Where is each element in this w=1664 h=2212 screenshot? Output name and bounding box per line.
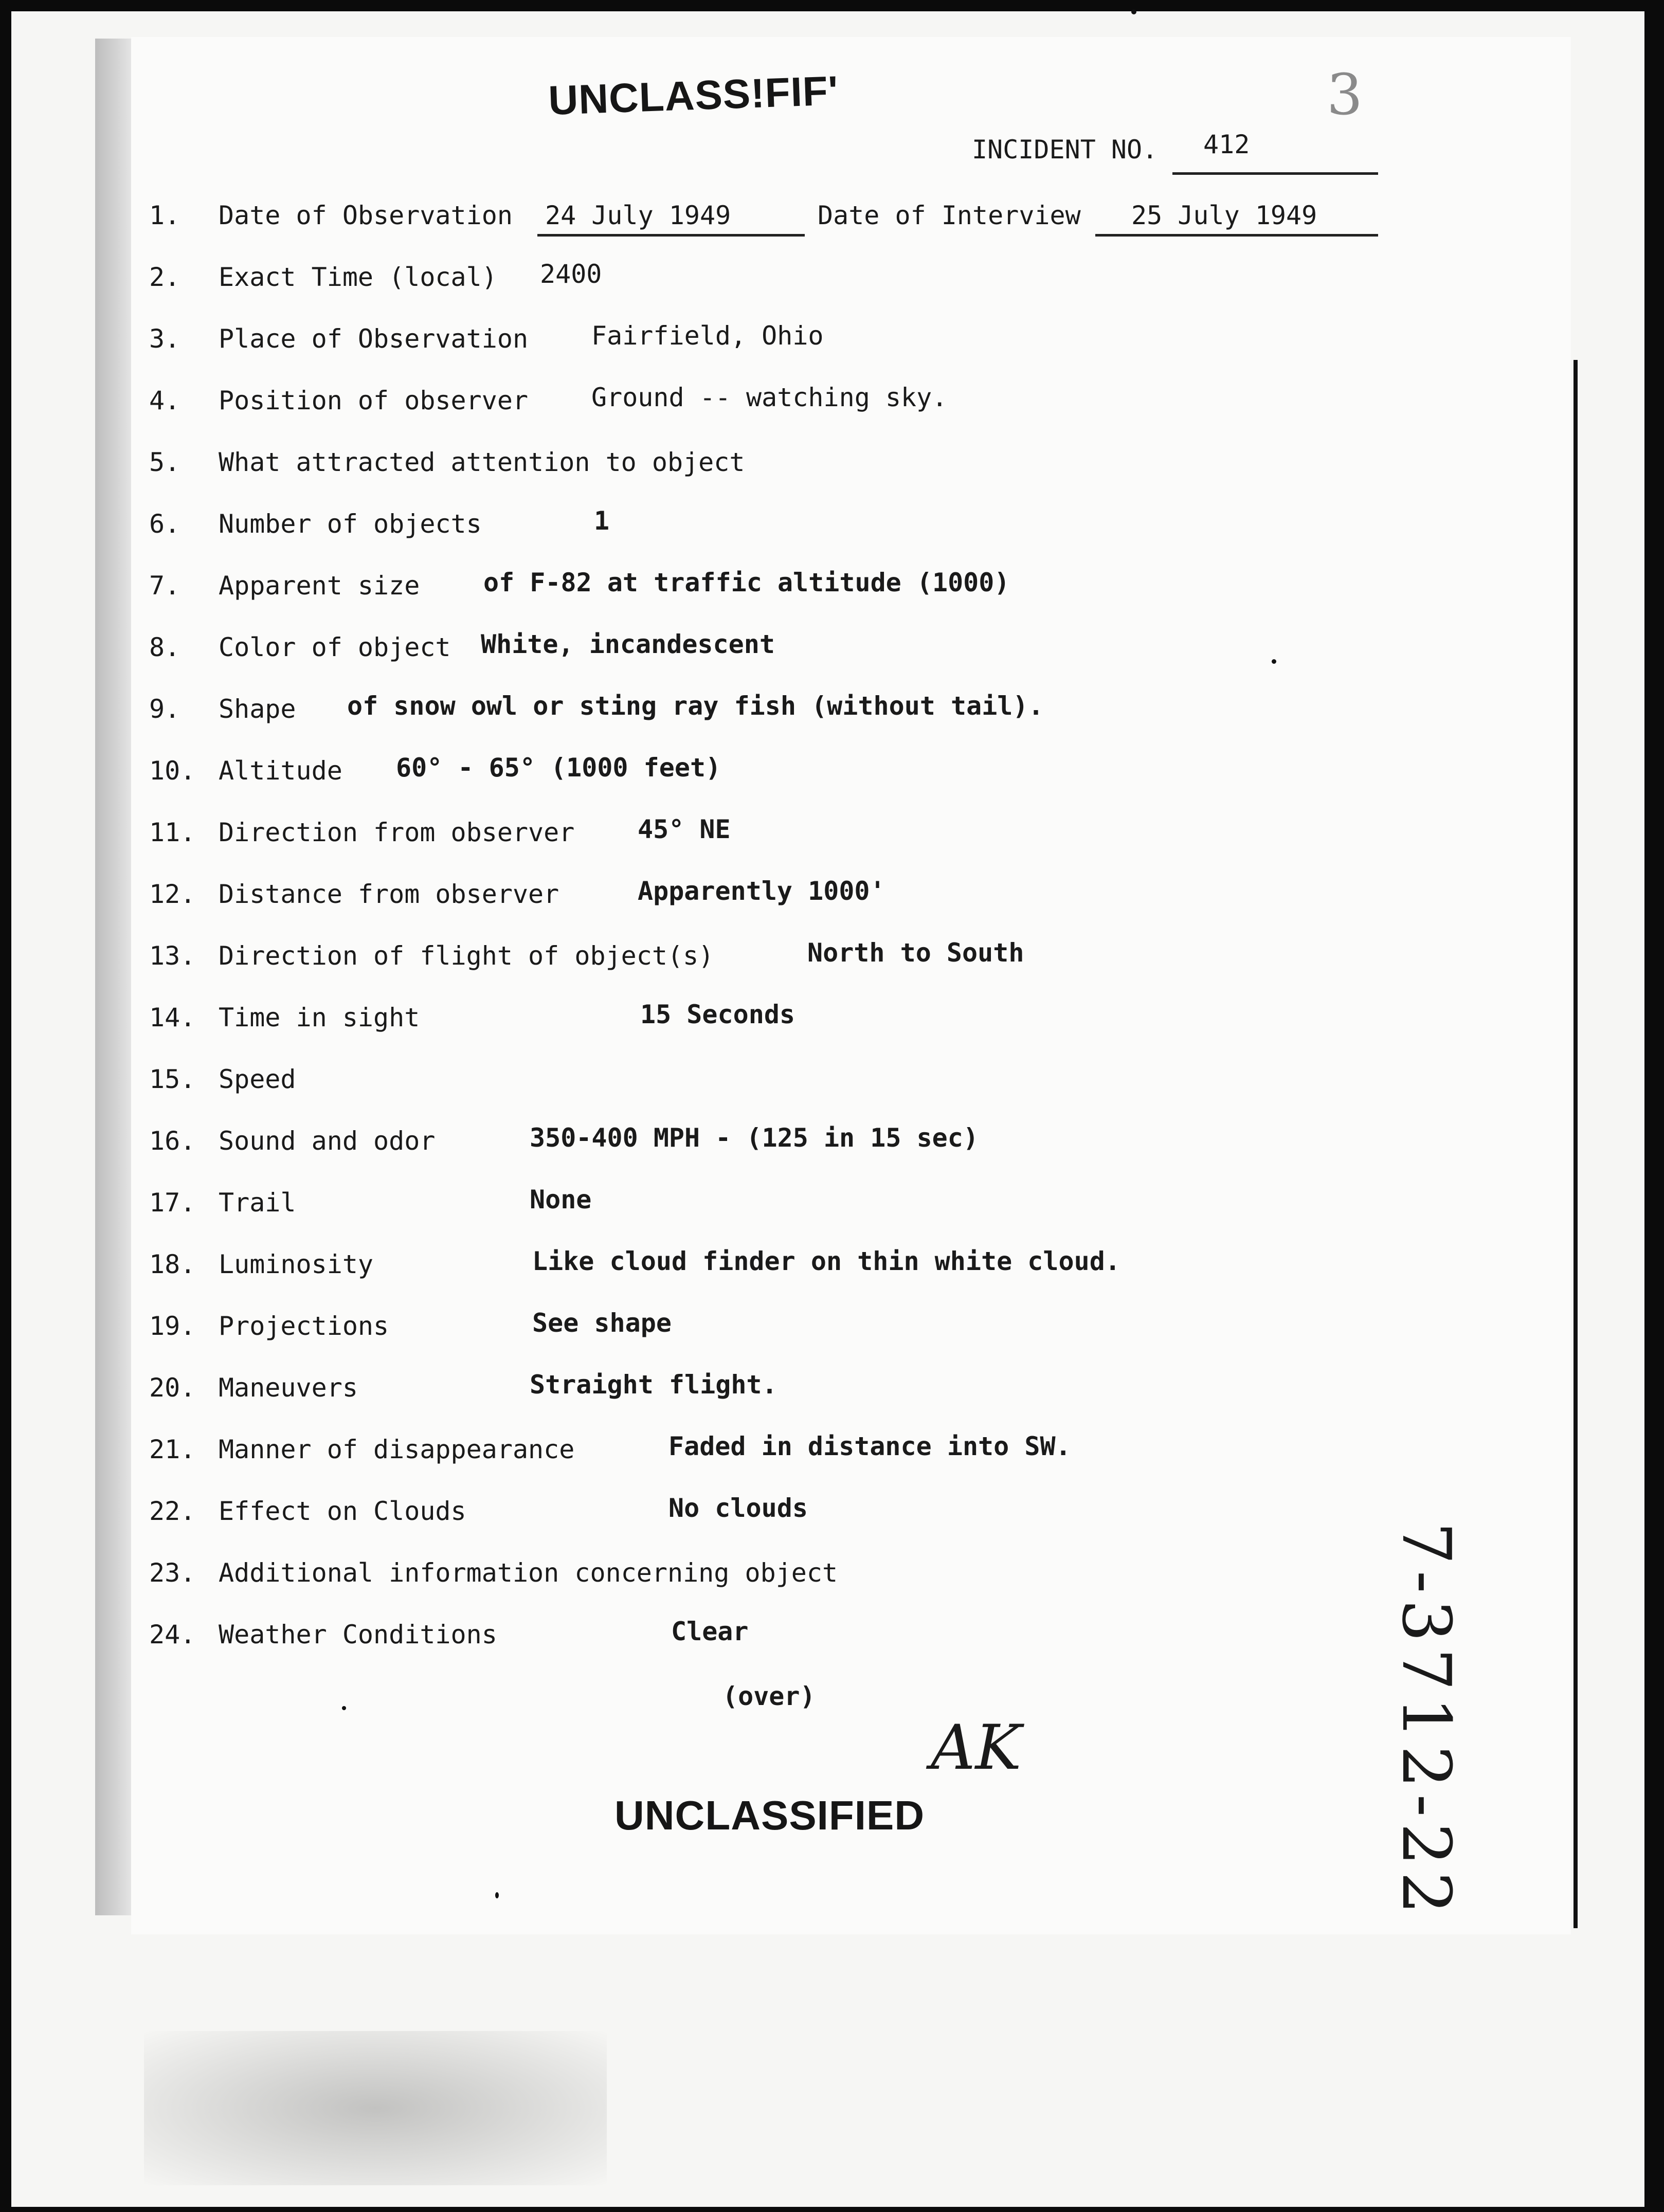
row-label: Additional information concerning object [219,1558,838,1588]
row-label: What attracted attention to object [219,447,745,477]
row-label: Apparent size [219,571,420,601]
row-value: Like cloud finder on thin white cloud. [532,1246,1120,1276]
row-label: Trail [219,1188,296,1218]
row-number: 13. [149,941,196,971]
incident-label: INCIDENT NO. [972,135,1158,165]
row-label: Direction from observer [219,818,575,847]
date-interview-underline [1095,234,1378,237]
row-number: 1. [149,201,180,230]
row-label: Speed [219,1064,296,1094]
row-label: Exact Time (local) [219,262,497,292]
row-number: 4. [149,386,180,415]
row-number: 7. [149,571,180,601]
row-label: Shape [219,694,296,724]
row-value: 45° NE [638,814,731,844]
row-label: Manner of disappearance [219,1435,575,1464]
scan-scuff [144,2031,607,2185]
row-value: Fairfield, Ohio [591,321,824,351]
row-number: 20. [149,1373,196,1403]
handwritten-initials: AK [931,1712,1022,1784]
classification-stamp-top: UNCLASS!FIF' [548,67,840,123]
row-value: None [530,1185,592,1214]
row-label: Maneuvers [219,1373,358,1403]
row-value: Apparently 1000' [638,876,885,906]
row-number: 16. [149,1126,196,1156]
row-value: 24 July 1949 [545,201,731,230]
scan-speck [342,1706,346,1710]
row-value: Ground -- watching sky. [591,383,948,412]
scan-right-border [1644,11,1657,2207]
row-number: 11. [149,818,196,847]
row-value: 2400 [540,259,602,289]
row-value: See shape [532,1308,672,1338]
row-label: Number of objects [219,509,482,539]
row-number: 5. [149,447,180,477]
row-number: 6. [149,509,180,539]
row-number: 9. [149,694,180,724]
row-value: White, incandescent [481,629,775,659]
handwritten-file-number: 7-3712-22 [1387,1522,1466,1920]
row-number: 8. [149,632,180,662]
row-value: 15 Seconds [640,1000,795,1029]
row-number: 2. [149,262,180,292]
handwritten-page-number: 3 [1327,62,1363,128]
row-value: No clouds [668,1493,808,1523]
row-number: 21. [149,1435,196,1464]
row-label-interview: Date of Interview [818,201,1081,230]
row-label: Projections [219,1311,389,1341]
row-label: Effect on Clouds [219,1496,466,1526]
row-label: Sound and odor [219,1126,436,1156]
incident-underline [1172,172,1378,175]
row-value: Straight flight. [530,1370,777,1400]
row-value: 60° - 65° (1000 feet) [396,753,721,783]
scan-speck [1272,659,1276,664]
row-value: North to South [807,938,1024,968]
row-number: 23. [149,1558,196,1588]
incident-number: 412 [1203,130,1250,159]
row-label: Altitude [219,756,342,786]
row-number: 24. [149,1620,196,1649]
row-number: 3. [149,324,180,354]
row-value: 1 [594,506,610,536]
row-number: 19. [149,1311,196,1341]
scan-speck [1131,9,1136,14]
row-number: 10. [149,756,196,786]
scan-speck [495,1892,499,1898]
row-number: 12. [149,879,196,909]
scan-left-border [0,11,11,2207]
row-number: 18. [149,1249,196,1279]
row-label: Color of object [219,632,451,662]
row-value: 350-400 MPH - (125 in 15 sec) [530,1123,979,1153]
row-label: Luminosity [219,1249,374,1279]
row-number: 15. [149,1064,196,1094]
row-label: Weather Conditions [219,1620,497,1649]
row-value: of F-82 at traffic altitude (1000) [483,568,1010,597]
date-observation-underline [537,234,805,237]
row-label: Distance from observer [219,879,559,909]
row-value: Clear [671,1617,749,1646]
row-label: Date of Observation [219,201,513,230]
row-number: 22. [149,1496,196,1526]
row-label: Direction of flight of object(s) [219,941,714,971]
over-note: (over) [722,1681,816,1711]
row-label: Place of Observation [219,324,529,354]
row-label: Time in sight [219,1003,420,1032]
row-value: of snow owl or sting ray fish (without tail). [347,691,1044,721]
row-value-interview: 25 July 1949 [1131,201,1317,230]
right-margin-rule [1573,360,1578,1928]
row-value: Faded in distance into SW. [668,1431,1071,1461]
row-label: Position of observer [219,386,529,415]
document-page [131,37,1571,1934]
row-number: 17. [149,1188,196,1218]
row-number: 14. [149,1003,196,1032]
classification-stamp-bottom: UNCLASSIFIED [614,1792,925,1838]
